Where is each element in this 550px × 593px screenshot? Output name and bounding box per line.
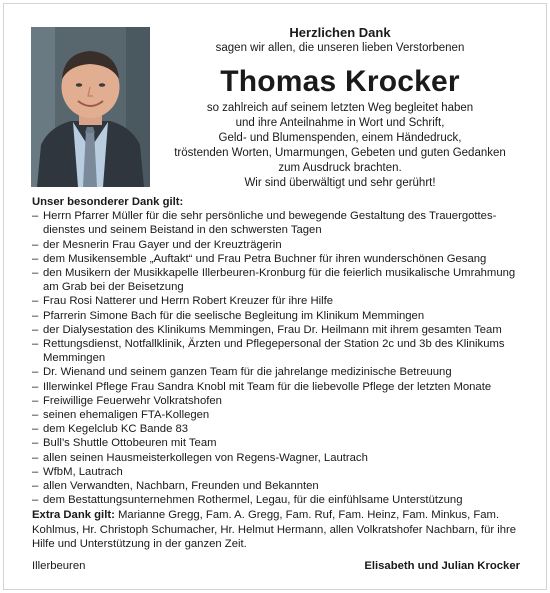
thanks-list-item — [32, 436, 532, 450]
extra-thanks — [32, 508, 532, 551]
thanks-list-item-text: Pfarrerin Simone Bach für die seelische Begleitung im Klinikum Memmingen — [43, 309, 425, 322]
header-block — [170, 24, 510, 191]
thanks-list-item — [32, 252, 532, 266]
thanks-list-item-text: Freiwillige Feuerwehr Volkratshofen — [43, 394, 222, 407]
thanks-list-item-text: Rettungsdienst, Notfallklinik, Ärzten und Pflegepersonal der Station 2c und 3b des Klinikums Memmingen — [43, 338, 505, 365]
thanks-list-item-text: dem Bestattungsunternehmen Rothermel, Legau, für die einfühlsame Unterstützung — [43, 494, 463, 507]
thanks-list-item — [32, 294, 532, 308]
thanks-list-item — [32, 380, 532, 394]
thanks-list-item — [32, 337, 532, 365]
list-dash: – — [32, 238, 39, 251]
list-dash: – — [32, 338, 39, 351]
list-dash: – — [32, 480, 39, 493]
list-dash: – — [32, 394, 39, 407]
list-dash: – — [32, 465, 39, 478]
list-dash: – — [32, 323, 39, 336]
list-dash: – — [32, 366, 39, 379]
list-dash: – — [32, 295, 39, 308]
list-dash: – — [32, 380, 39, 393]
list-dash: – — [32, 451, 39, 464]
thanks-list-item — [32, 408, 532, 422]
thanks-list-item — [32, 493, 532, 507]
thanks-list-item — [32, 365, 532, 379]
list-dash: – — [32, 494, 39, 507]
thanks-list-item-text: allen seinen Hausmeisterkollegen von Regens-Wagner, Lautrach — [43, 451, 368, 464]
thanks-list-item-text: der Mesnerin Frau Gayer und der Kreuzträgerin — [43, 238, 282, 251]
extra-thanks-label: Extra Dank gilt: — [32, 509, 115, 522]
thanks-list-item-text: den Musikern der Musikkapelle Illerbeuren-Kronburg für die feierlich musikalische Umrahmung am Grab bei der Beisetzung — [43, 267, 516, 294]
list-dash: – — [32, 309, 39, 322]
thanks-list-item-text: WfbM, Lautrach — [43, 465, 123, 478]
thanks-list-item-text: Dr. Wienand und seinem ganzen Team für die jahrelange medizinische Betreuung — [43, 366, 452, 379]
message-line: Wir sind überwältigt und sehr gerührt! — [244, 177, 436, 189]
list-dash: – — [32, 423, 39, 436]
thanks-list-item-text: seinen ehemaligen FTA-Kollegen — [43, 409, 210, 422]
message-line: tröstenden Worten, Umarmungen, Gebeten und guten Gedanken — [174, 147, 506, 159]
message-line: und ihre Anteilnahme in Wort und Schrift, — [235, 117, 445, 129]
thanks-list-item-text: Bull’s Shuttle Ottobeuren mit Team — [43, 437, 217, 450]
list-dash: – — [32, 409, 39, 422]
thanks-list-item — [32, 479, 532, 493]
footer-signatories: Elisabeth und Julian Krocker — [364, 560, 520, 572]
thanks-list-item — [32, 238, 532, 252]
thanks-list-item — [32, 309, 532, 323]
thanks-list-item — [32, 394, 532, 408]
thanks-list-item-text: Herrn Pfarrer Müller für die sehr persönliche und bewegende Gestaltung des Trauergottes-dienstes und seinem Beistand in den schwersten Tagen — [43, 210, 497, 237]
thanks-list-item — [32, 209, 532, 237]
message-line: Geld- und Blumenspenden, einem Händedruck, — [218, 132, 462, 144]
thanks-list-item-text: der Dialysestation des Klinikums Memmingen, Frau Dr. Heilmann mit ihrem gesamten Team — [43, 323, 502, 336]
list-dash: – — [32, 437, 39, 450]
footer-place: Illerbeuren — [32, 560, 86, 572]
thanks-title: Herzlichen Dank — [289, 25, 391, 40]
thanks-list-item — [32, 422, 532, 436]
thanks-list-item — [32, 266, 532, 294]
thanks-list-item-text: allen Verwandten, Nachbarn, Freunden und Bekannten — [43, 480, 319, 493]
message-line: zum Ausdruck brachten. — [278, 162, 402, 174]
special-thanks-list — [32, 209, 532, 507]
thanks-list-item-text: Illerwinkel Pflege Frau Sandra Knobl mit Team für die liebevolle Pflege der letzten Monate — [43, 380, 492, 393]
list-dash: – — [32, 252, 39, 265]
thanks-body — [32, 195, 532, 551]
thanks-list-item-text: dem Musikensemble „Auftakt“ und Frau Petra Buchner für ihren wunderschönen Gesang — [43, 252, 487, 265]
thanks-list-item-text: dem Kegelclub KC Bande 83 — [43, 423, 189, 436]
thanks-list-item — [32, 451, 532, 465]
message-line: so zahlreich auf seinem letzten Weg begleitet haben — [206, 102, 474, 114]
thanks-list-item-text: Frau Rosi Natterer und Herrn Robert Kreuzer für ihre Hilfe — [43, 295, 334, 308]
special-thanks-title: Unser besonderer Dank gilt: — [32, 196, 184, 208]
list-dash: – — [32, 267, 39, 280]
portrait-illustration — [31, 27, 150, 187]
portrait-photo — [31, 27, 150, 187]
thanks-list-item — [32, 465, 532, 479]
list-dash: – — [32, 210, 39, 223]
deceased-name: Thomas Krocker — [220, 65, 460, 98]
extra-thanks-text: Marianne Gregg, Fam. A. Gregg, Fam. Ruf, Fam. Heinz, Fam. Minkus, Fam. Kohlmus, Hr. Christoph Schumacher, Hr. Helmut Hermann, allen Volkratshofer Nachbarn, für ihre Hilfe und Unterstützung in der ganzen Zeit. — [32, 509, 517, 550]
intro-line: sagen wir allen, die unseren lieben Verstorbenen — [215, 42, 465, 54]
thanks-list-item — [32, 323, 532, 337]
